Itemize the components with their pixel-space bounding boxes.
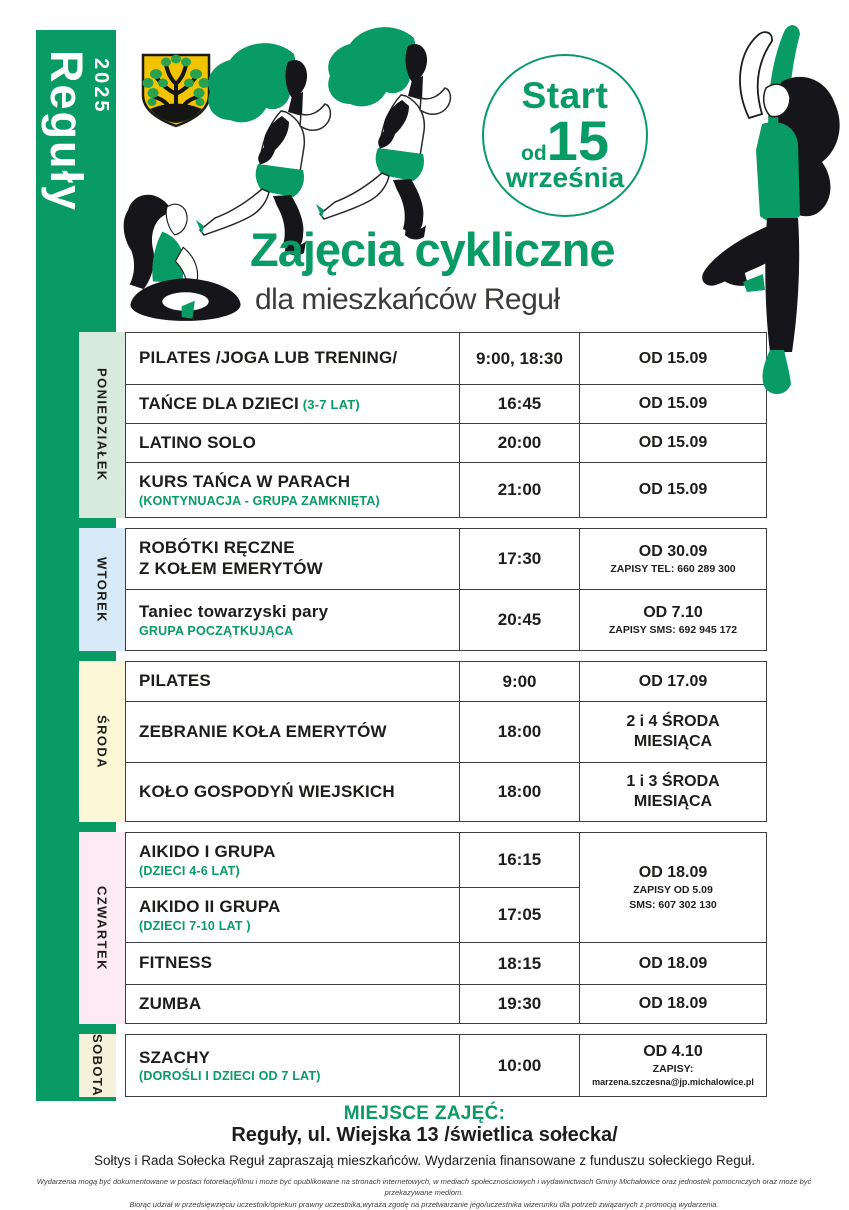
activity-cell xyxy=(126,385,460,424)
time-cell: 21:00 xyxy=(460,463,580,518)
time-cell: 18:00 xyxy=(460,702,580,763)
venue-label: MIEJSCE ZAJĘĆ: xyxy=(343,1103,506,1124)
activity-title: AIKIDO I GRUPA xyxy=(139,842,276,862)
activity-title: ZUMBA xyxy=(139,993,202,1013)
activity-cell xyxy=(126,529,460,590)
schedule-section-sroda xyxy=(79,661,779,822)
info-main: OD 4.10 xyxy=(643,1043,703,1061)
activity-cell xyxy=(126,1035,460,1097)
activity-cell xyxy=(126,333,460,385)
schedule-section-sobota xyxy=(79,1034,779,1097)
activity-title: FITNESS xyxy=(139,953,213,973)
info-cell xyxy=(580,463,767,518)
activity-cell xyxy=(126,985,460,1024)
activity-title: ROBÓTKI RĘCZNE Z KOŁEM EMERYTÓW xyxy=(139,538,323,578)
activity-cell xyxy=(126,763,460,822)
activity-title: AIKIDO II GRUPA xyxy=(139,897,281,917)
activity-cell xyxy=(126,662,460,702)
activity-cell xyxy=(126,833,460,888)
day-label: WTOREK xyxy=(94,556,110,623)
banner-region-label: Reguły xyxy=(41,50,92,213)
info-cell xyxy=(580,985,767,1024)
invitation-text: Sołtys i Rada Sołecka Reguł zapraszają mieszkańców. Wydarzenia finansowane z funduszu sołeckiego Reguł. xyxy=(94,1153,755,1168)
time-cell: 17:30 xyxy=(460,529,580,590)
info-main: OD 15.09 xyxy=(638,481,708,498)
schedule-row xyxy=(126,333,767,385)
activity-title: PILATES /JOGA LUB TRENING/ xyxy=(139,348,398,368)
info-note: marzena.szczesna@jp.michalowice.pl xyxy=(592,1077,754,1088)
activity-cell xyxy=(126,463,460,518)
info-cell xyxy=(580,763,767,822)
schedule-row xyxy=(126,529,767,590)
day-schedule-table xyxy=(125,661,767,822)
activity-title: Taniec towarzyski pary xyxy=(139,602,329,622)
yoga-figure-illustration xyxy=(683,20,849,402)
time-cell: 18:00 xyxy=(460,763,580,822)
schedule-row xyxy=(126,424,767,463)
page-subtitle: dla mieszkańców Reguł xyxy=(255,283,560,316)
schedule-row xyxy=(126,943,767,985)
info-main: OD 15.09 xyxy=(638,349,708,367)
day-tab-czwartek xyxy=(79,832,125,1024)
info-note: SMS: 607 302 130 xyxy=(629,898,717,911)
info-cell xyxy=(580,590,767,651)
meditation-figure-illustration xyxy=(108,162,263,345)
info-note: ZAPISY: xyxy=(652,1063,694,1076)
activity-title: ZEBRANIE KOŁA EMERYTÓW xyxy=(139,721,387,741)
activity-cell xyxy=(126,702,460,763)
info-note: ZAPISY TEL: 660 289 300 xyxy=(610,562,736,575)
activity-cell xyxy=(126,424,460,463)
venue-address: Reguły, ul. Wiejska 13 /świetlica sołecka/ xyxy=(231,1124,618,1146)
info-main: OD 18.09 xyxy=(638,864,708,882)
schedule-row xyxy=(126,662,767,702)
day-tab-poniedzialek xyxy=(79,332,125,518)
time-cell: 20:00 xyxy=(460,424,580,463)
day-tab-wtorek xyxy=(79,528,125,651)
info-cell xyxy=(580,702,767,763)
activity-title: LATINO SOLO xyxy=(139,432,257,452)
day-schedule-table xyxy=(125,332,767,518)
day-schedule-table xyxy=(125,1034,767,1097)
activity-cell xyxy=(126,943,460,985)
info-main: OD 15.09 xyxy=(638,395,708,412)
day-tab-sobota xyxy=(79,1034,116,1097)
info-note: ZAPISY SMS: 692 945 172 xyxy=(608,623,738,636)
page-title: Zajęcia cykliczne xyxy=(250,223,615,276)
badge-start-label: Start xyxy=(521,75,609,116)
schedule-row xyxy=(126,702,767,763)
info-main: OD 15.09 xyxy=(638,434,708,451)
time-cell: 16:15 xyxy=(460,833,580,888)
schedule-row xyxy=(126,590,767,651)
day-label: ŚRODA xyxy=(94,714,110,769)
day-schedule-table xyxy=(125,528,767,651)
time-cell: 19:30 xyxy=(460,985,580,1024)
info-main: OD 30.09 xyxy=(638,542,708,560)
info-main: OD 18.09 xyxy=(638,954,708,972)
info-main: OD 17.09 xyxy=(638,672,708,690)
time-cell: 9:00, 18:30 xyxy=(460,333,580,385)
activity-title: PILATES xyxy=(139,671,211,691)
activity-note: (DZIECI 4-6 LAT) xyxy=(139,863,240,878)
schedule-row xyxy=(126,1035,767,1097)
info-main: MIESIĄCA xyxy=(633,733,713,750)
schedule-row xyxy=(126,763,767,822)
day-label: PONIEDZIAŁEK xyxy=(94,368,110,482)
activity-title: TAŃCE DLA DZIECI (3-7 LAT) xyxy=(139,393,360,413)
schedule-row xyxy=(126,385,767,424)
schedule-row xyxy=(126,833,767,888)
info-note: ZAPISY OD 5.09 xyxy=(633,884,713,897)
activity-cell xyxy=(126,888,460,943)
info-main: 2 i 4 ŚRODA xyxy=(626,713,720,730)
day-label: CZWARTEK xyxy=(94,885,110,971)
info-main: OD 7.10 xyxy=(643,603,703,621)
schedule-section-czwartek xyxy=(79,832,779,1024)
badge-month: września xyxy=(505,162,625,194)
time-cell: 17:05 xyxy=(460,888,580,943)
badge-day-number: 15 xyxy=(546,109,609,172)
time-cell: 9:00 xyxy=(460,662,580,702)
day-schedule-table xyxy=(125,832,767,1024)
info-cell xyxy=(580,1035,767,1097)
info-main: 1 i 3 ŚRODA xyxy=(626,773,720,790)
badge-od: od xyxy=(521,142,547,165)
activity-note: GRUPA POCZĄTKUJĄCA xyxy=(139,623,294,638)
activity-note: (DZIECI 7-10 LAT ) xyxy=(139,918,251,933)
fineprint-text: Wydarzenia mogą być dokumentowane w postaci fotorelacji/filmu i może być opublikowane na stronach internetowych, w mediach społecznościowych i wydawnictwach Gminy Michałowice oraz jednostek pomocniczych oraz może być przekazywane mediom. Biorąc udział w przedsięwzięciu uczestnik/opiekun prawny uczestnika,wyraża zgodę na przetwarzanie jego/uczestnika wizerunku dla potrzeb związanych z promocją wydarzenia. xyxy=(36,1177,812,1209)
info-cell xyxy=(580,833,767,943)
activity-title: KURS TAŃCA W PARACH xyxy=(139,472,351,492)
schedule-table-area xyxy=(79,332,779,1097)
activity-title: KOŁO GOSPODYŃ WIEJSKICH xyxy=(139,781,395,801)
info-cell xyxy=(580,529,767,590)
schedule-section-wtorek xyxy=(79,528,779,651)
time-cell: 10:00 xyxy=(460,1035,580,1097)
activity-note: (KONTYNUACJA - GRUPA ZAMKNIĘTA) xyxy=(139,493,380,508)
activity-title: SZACHY xyxy=(139,1047,211,1067)
info-cell xyxy=(580,424,767,463)
day-label: SOBOTA xyxy=(90,1034,105,1098)
schedule-row xyxy=(126,463,767,518)
start-date-badge xyxy=(482,54,648,217)
info-main: MIESIĄCA xyxy=(633,793,713,810)
schedule-section-poniedzialek xyxy=(79,332,779,518)
time-cell: 18:15 xyxy=(460,943,580,985)
info-cell xyxy=(580,943,767,985)
badge-date xyxy=(484,109,646,172)
schedule-row xyxy=(126,985,767,1024)
activity-note: (DOROŚLI I DZIECI OD 7 LAT) xyxy=(139,1069,321,1084)
activity-cell xyxy=(126,590,460,651)
time-cell: 16:45 xyxy=(460,385,580,424)
info-main: OD 18.09 xyxy=(638,995,708,1012)
banner-year-label: 2025 xyxy=(90,58,112,115)
time-cell: 20:45 xyxy=(460,590,580,651)
day-tab-sroda xyxy=(79,661,125,822)
activity-note: (3-7 LAT) xyxy=(298,396,360,412)
info-cell xyxy=(580,662,767,702)
